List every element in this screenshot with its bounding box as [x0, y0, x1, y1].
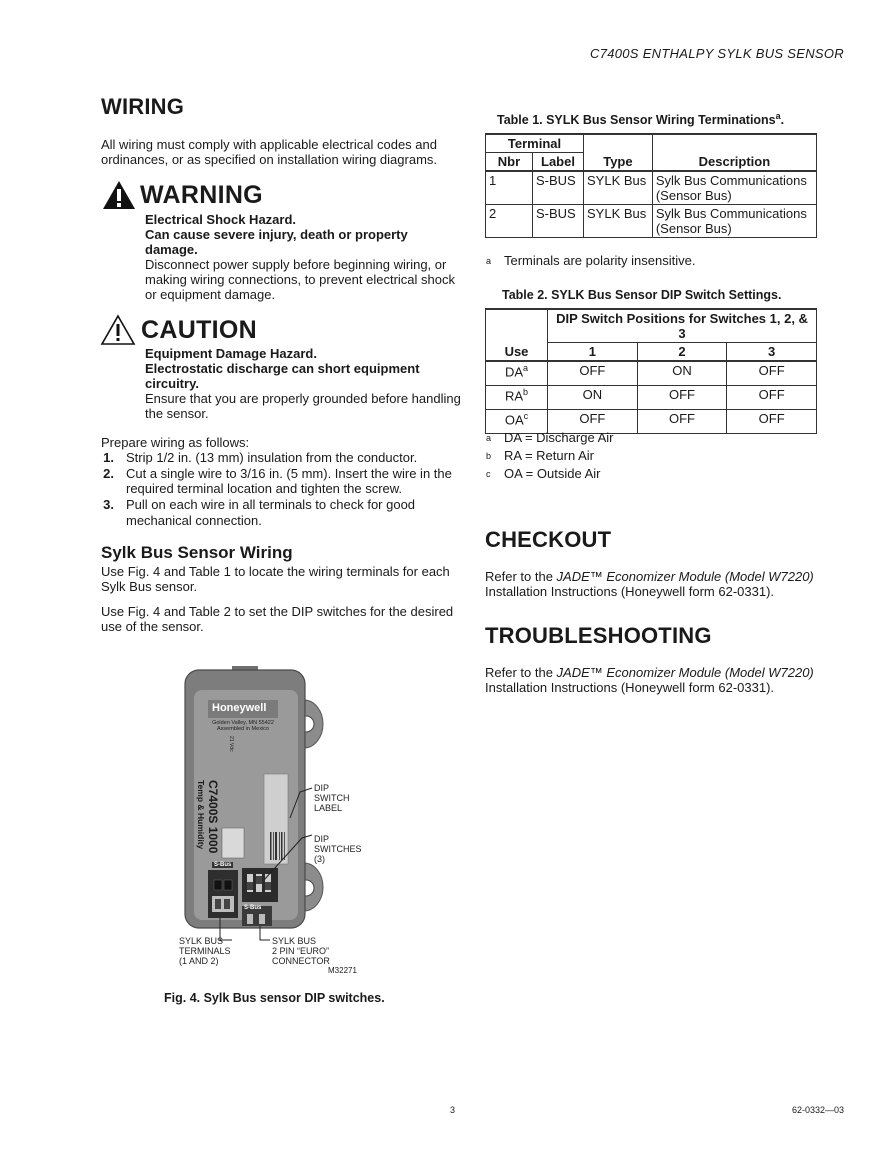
device-voltage: 21 Vdc: [228, 736, 234, 752]
table1-caption: Table 1. SYLK Bus Sensor Wiring Terminations$^a$.: [497, 111, 785, 128]
device-model: C7400S 1000: [206, 780, 220, 854]
table1: [485, 133, 817, 238]
sylk-p2: Use Fig. 4 and Table 2 to set the DIP switches for the desired use of the sensor.: [101, 604, 454, 634]
table2-notes: [486, 429, 613, 483]
list-item: 2. Cut a single wire to 3/16 in. (5 mm). Insert the wire in the required terminal location and tighten the screw.: [103, 466, 452, 496]
t1-header-type: Type: [584, 134, 653, 171]
table2-caption: Table 2. SYLK Bus Sensor DIP Switch Settings.: [502, 288, 782, 302]
prepare-text: Prepare wiring as follows:: [101, 435, 250, 450]
callout-connector: SYLK BUS 2 PIN “EURO” CONNECTOR: [272, 936, 330, 966]
list-item: 3. Pull on each wire in all terminals to check for good mechanical connection.: [103, 497, 416, 528]
warning-title: WARNING: [140, 180, 263, 209]
device-address: Golden Valley, MN 55422 Assembled in Mexico: [212, 720, 274, 732]
figure-caption: Fig. 4. Sylk Bus sensor DIP switches.: [164, 991, 385, 1005]
warning-body: Disconnect power supply before beginning wiring, or making wiring connections, to prevent electrical shock or equipment damage.: [145, 257, 455, 302]
list-item: $^a$ DA = Discharge Air: [486, 430, 614, 445]
t2-header-col1: 1: [548, 343, 638, 362]
device-brand: Honeywell: [212, 702, 267, 714]
device-model-sub: Temp & Humidity: [196, 780, 206, 850]
list-item: $^c$ OA = Outside Air: [486, 466, 601, 481]
caution-line2: Electrostatic discharge can short equipment circuitry.: [145, 361, 420, 391]
running-header: C7400S ENTHALPY SYLK BUS SENSOR: [590, 46, 844, 61]
t2-header-col2: 2: [637, 343, 727, 362]
page-number: 3: [450, 1105, 456, 1115]
troubleshooting-heading: TROUBLESHOOTING: [485, 623, 712, 648]
document-number: 62-0332—03: [791, 1105, 844, 1115]
table-row: $OA^c$ OFF OFF OFF: [486, 409, 817, 433]
figure-4: [160, 660, 420, 980]
t1-header-nbr: Nbr: [486, 153, 533, 172]
caution-line1: Equipment Damage Hazard.: [145, 346, 317, 361]
t2-header-group: DIP Switch Positions for Switches 1, 2, & 3: [548, 309, 817, 343]
table-row: 1 S-BUS SYLK Bus Sylk Bus Communications (Sensor Bus): [486, 171, 817, 205]
device-sbus-bottom: S-Bus: [244, 905, 262, 911]
callout-dip-switches: DIP SWITCHES (3): [314, 834, 362, 864]
table2: [485, 308, 817, 434]
t1-header-terminal: Terminal: [486, 134, 584, 153]
t1-header-desc: Description: [652, 134, 816, 171]
troubleshooting-text: Refer to the JADE™ Economizer Module (Model W7220) Installation Instructions (Honeywell form 62-0331).: [485, 665, 814, 695]
table-row: $DA^a$ OFF ON OFF: [486, 361, 817, 385]
table1-note: $^a$ Terminals are polarity insensitive.: [486, 253, 696, 268]
list-item: $^b$ RA = Return Air: [486, 448, 594, 463]
caution-title: CAUTION: [141, 315, 257, 344]
warning-line1: Electrical Shock Hazard.: [145, 212, 297, 227]
sylk-heading: Sylk Bus Sensor Wiring: [101, 543, 293, 562]
figure-code: M32271: [328, 966, 357, 975]
sylk-p1: Use Fig. 4 and Table 1 to locate the wiring terminals for each Sylk Bus sensor.: [101, 564, 450, 594]
caution-body: Ensure that you are properly grounded before handling the sensor.: [145, 391, 461, 421]
caution-block: [100, 314, 462, 421]
table-row: 2 S-BUS SYLK Bus Sylk Bus Communications (Sensor Bus): [486, 205, 817, 238]
checkout-heading: CHECKOUT: [485, 527, 612, 552]
list-item: 1. Strip 1/2 in. (13 mm) insulation from the conductor.: [103, 450, 418, 465]
caution-triangle-icon: [100, 314, 136, 346]
callout-terminals: SYLK BUS TERMINALS (1 AND 2): [179, 936, 231, 966]
t1-header-label: Label: [533, 153, 584, 172]
t2-header-use: Use: [486, 343, 548, 362]
checkout-text: Refer to the JADE™ Economizer Module (Model W7220) Installation Instructions (Honeywell form 62-0331).: [485, 569, 814, 599]
wiring-intro: All wiring must comply with applicable electrical codes and ordinances, or as specified on installation wiring diagrams.: [101, 137, 438, 167]
device-sbus-top: S-Bus: [214, 862, 232, 868]
callout-dip-switch-label: DIP SWITCH LABEL: [314, 783, 350, 813]
t2-header-col3: 3: [727, 343, 817, 362]
warning-triangle-icon: [102, 180, 136, 210]
warning-line2: Can cause severe injury, death or property damage.: [145, 227, 408, 257]
wiring-steps: [92, 450, 457, 530]
table-row: $RA^b$ ON OFF OFF: [486, 385, 817, 409]
wiring-heading: WIRING: [101, 94, 185, 119]
warning-block: [102, 180, 462, 302]
